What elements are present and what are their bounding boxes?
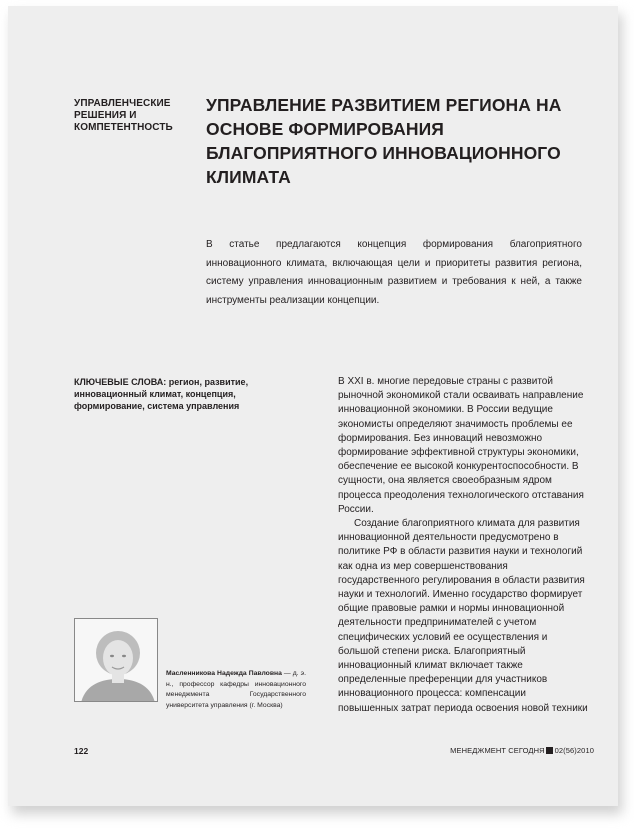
journal-name: МЕНЕДЖМЕНТ СЕГОДНЯ — [450, 746, 545, 755]
section-rubric: УПРАВЛЕНЧЕСКИЕ РЕШЕНИЯ И КОМПЕТЕНТНОСТЬ — [74, 98, 173, 133]
author-photo — [74, 618, 158, 702]
keywords: КЛЮЧЕВЫЕ СЛОВА: регион, развитие, инновационный климат, концепция, формирование, система управления — [74, 377, 249, 411]
journal-issue: 02(56)2010 — [554, 746, 594, 755]
author-portrait-image — [75, 619, 158, 702]
body-paragraph-1: В XXI в. многие передовые страны с развитой рыночной экономикой стали осваивать направление инновационной экономики. В России ведущие экономисты определяют значимость проблемы ее формирования. Без инноваций невозможно формирование эффективной структуры экономики, обеспечение ее высокой конкурентоспособности. В сущности, она является своеобразным ядром процесса преодоления технологического отставания России. — [338, 376, 584, 515]
journal-footer — [450, 746, 594, 755]
article-title: УПРАВЛЕНИЕ РАЗВИТИЕМ РЕГИОНА НА ОСНОВЕ ФОРМИРОВАНИЯ БЛАГОПРИЯТНОГО ИННОВАЦИОННОГО КЛИМАТА — [206, 95, 562, 187]
article-body — [338, 375, 588, 716]
article-abstract: В статье предлагаются концепция формирования благоприятного инновационного климата, включающая цели и приоритеты развития региона, систему управления инновационным развитием и требования к ней, а также инструменты реализации концепции. — [206, 239, 582, 306]
square-bullet-icon — [546, 747, 553, 754]
page-number: 122 — [74, 746, 89, 756]
author-bio — [166, 669, 306, 711]
author-details: — д. э. н., профессор кафедры инновационного менеджмента Государственного университета управления (г. Москва) — [166, 670, 306, 709]
body-paragraph-2: Создание благоприятного климата для развития инновационной деятельности предусмотрено в политике РФ в области развития науки и технологий как одна из мер совершенствования государственного регулирования в области развития науки и технологий. Именно государство формирует общие правовые рамки и нормы инновационной деятельности предпринимателей с учетом специфических условий ее осуществления и большой степени риска. Благоприятный инновационный климат включает также определенные преференции для участников инновационного процесса: компенсации повышенных затрат периода освоения новой техники — [338, 518, 588, 714]
author-name: Масленникова Надежда Павловна — [166, 670, 282, 677]
